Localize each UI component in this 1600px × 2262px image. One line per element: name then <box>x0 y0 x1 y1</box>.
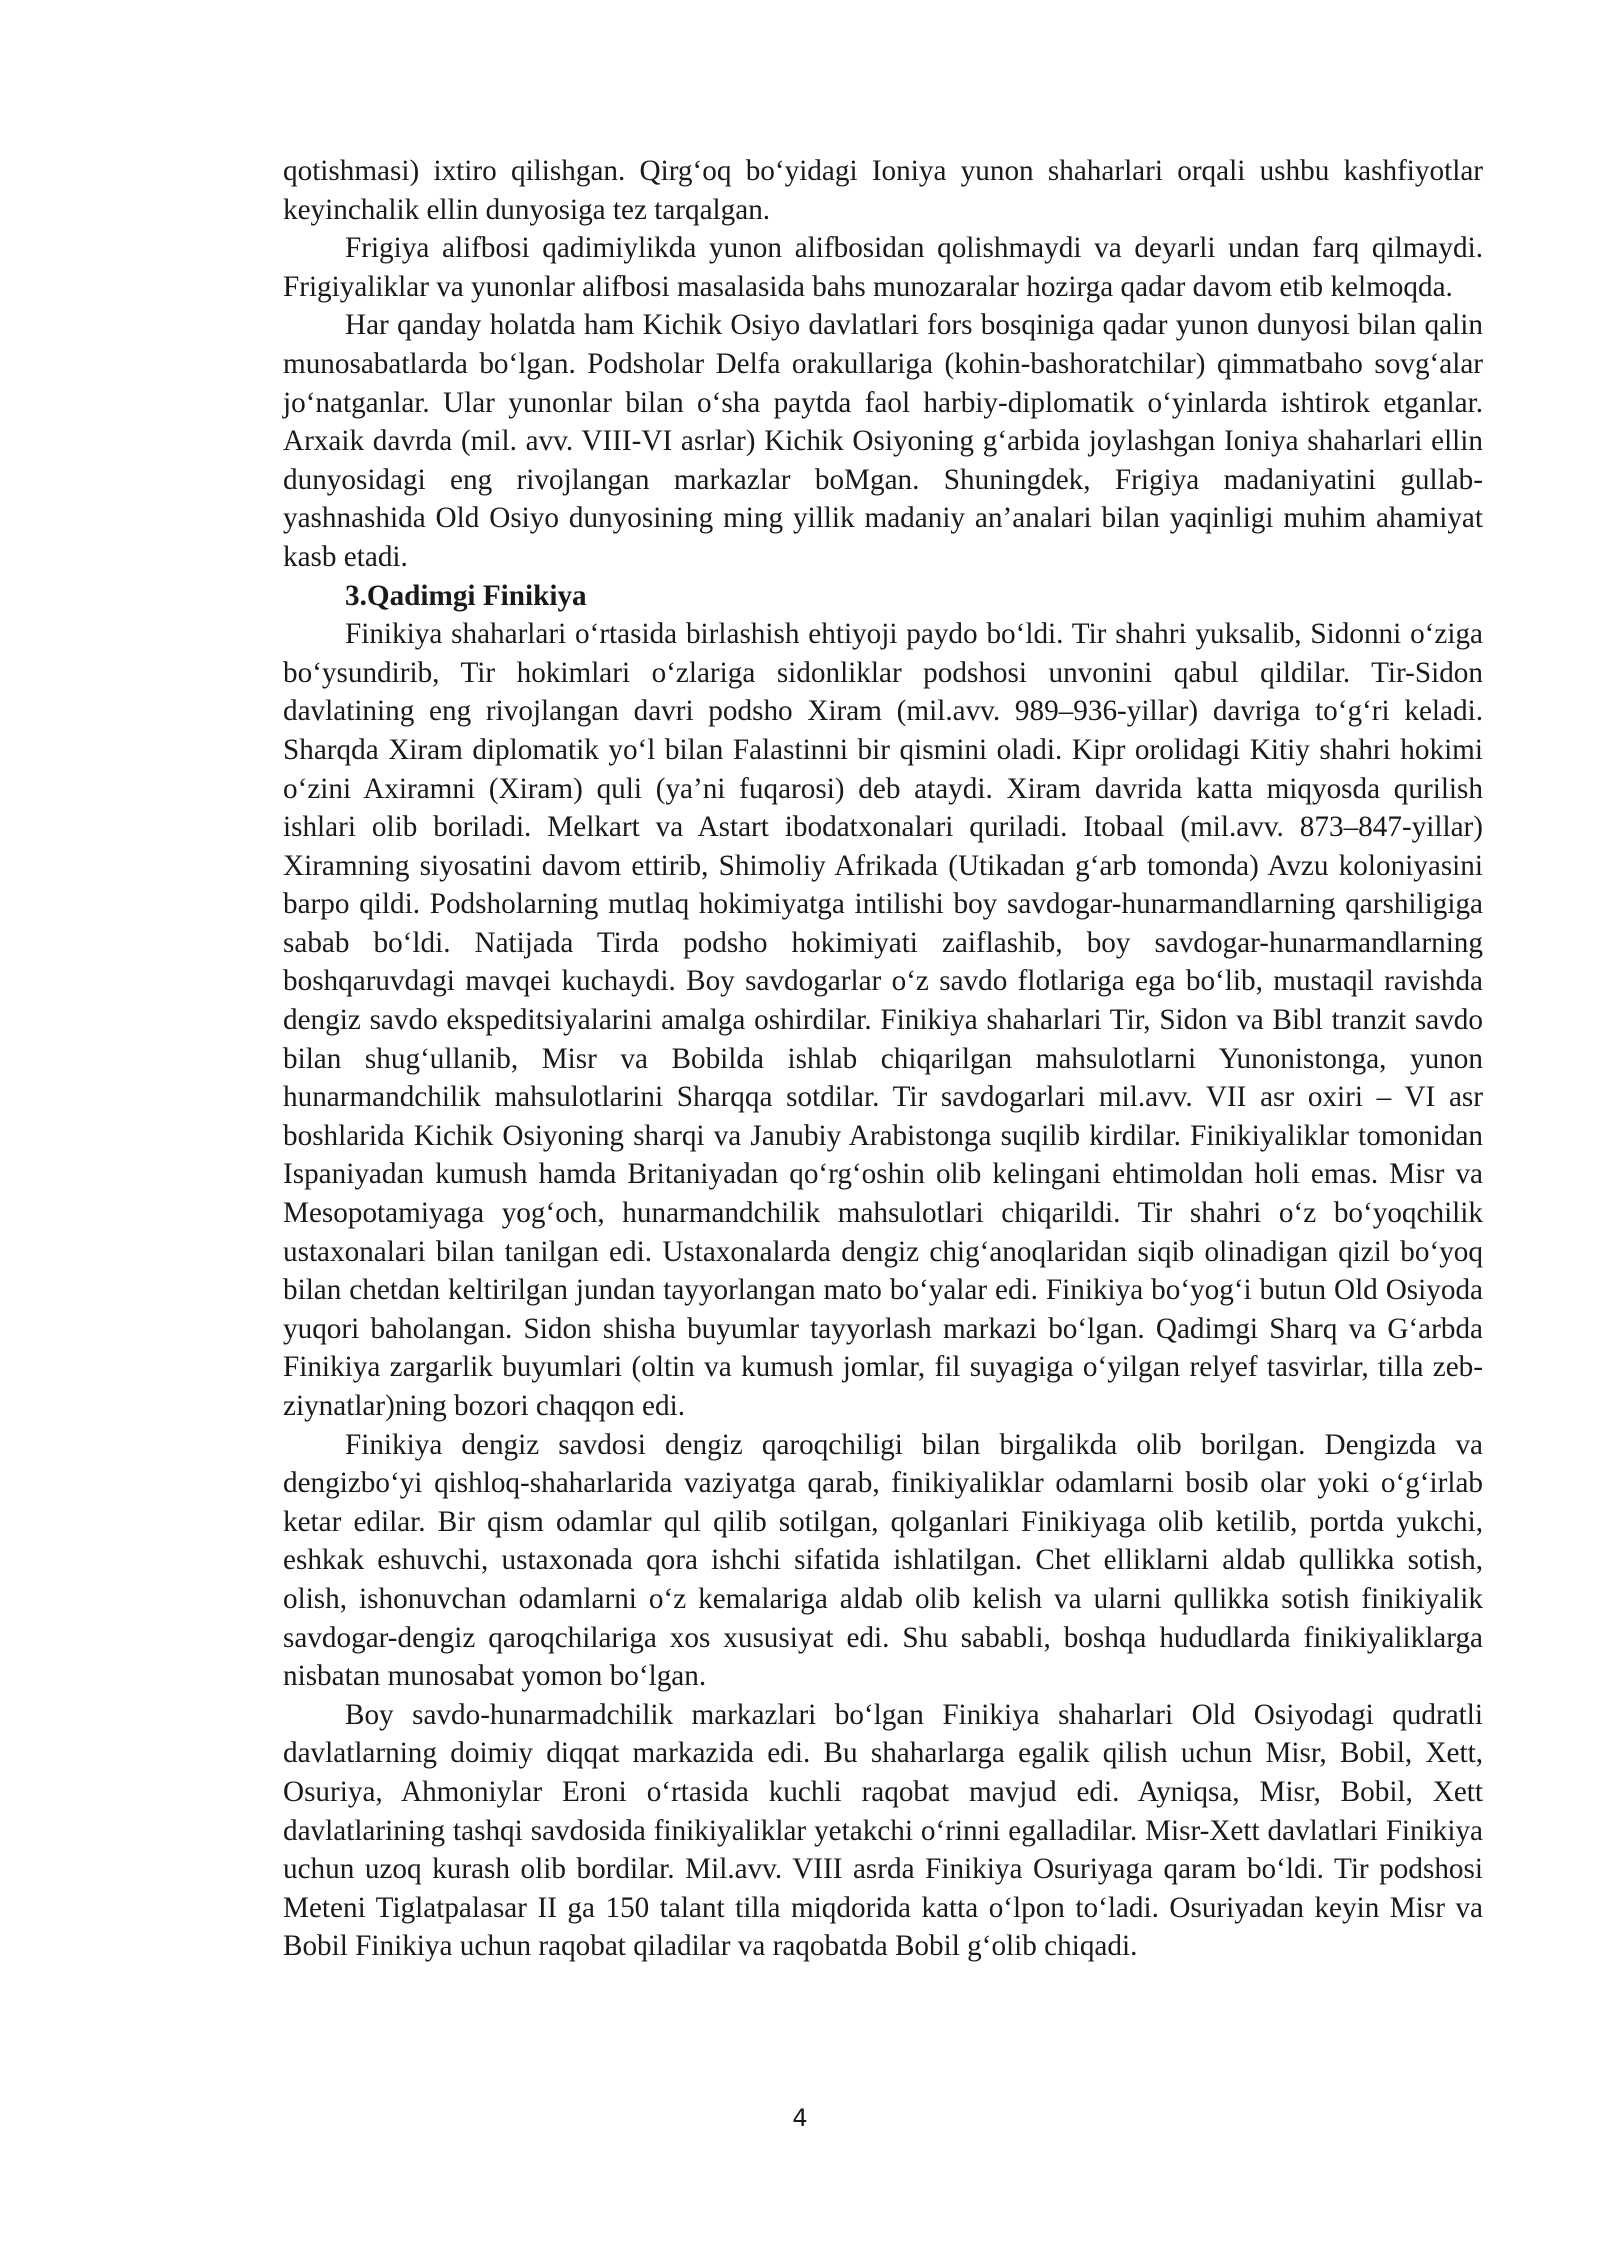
page-number: 4 <box>792 2104 808 2132</box>
paragraph-2: Frigiya alifbosi qadimiylikda yunon alifbosidan qolishmaydi va deyarli undan farq qilmaydi. Frigiyaliklar va yunonlar alifbosi masalasida bahs munozaralar hozirga qadar davom etib kelmoqda. <box>283 232 1483 303</box>
section-heading: 3.Qadimgi Finikiya <box>345 579 587 612</box>
paragraph-3: Har qanday holatda ham Kichik Osiyo davlatlari fors bosqiniga qadar yunon dunyosi bilan qalin munosabatlarda bo‘lgan. Podsholar Delfa orakullariga (kohin-bashoratchilar) qimmatbaho sovg‘alar jo‘natganlar. Ular yunonlar bilan o‘sha paytda faol harbiy-diplomatik o‘yinlarda ishtirok etganlar. Arxaik davrda (mil. avv. VIII-VI asrlar) Kichik Osiyoning g‘arbida joylashgan Ioniya shaharlari ellin dunyosidagi eng rivojlangan markazlar boMgan. Shuningdek, Frigiya madaniyatini gullab-yashnashida Old Osiyo dunyosining ming yillik madaniy an’analari bilan yaqinligi muhim ahamiyat kasb etadi. <box>283 309 1483 573</box>
paragraph-4: Finikiya shaharlari o‘rtasida birlashish ehtiyoji paydo bo‘ldi. Tir shahri yuksalib, Sidonni o‘ziga bo‘ysundirib, Tir hokimlari o‘zlariga sidonliklar podshosi unvonini qabul qildilar. Tir-Sidon davlatining eng rivojlangan davri podsho Xiram (mil.avv. 989–936-yillar) davriga to‘g‘ri keladi. Sharqda Xiram diplomatik yo‘l bilan Falastinni bir qismini oladi. Kipr orolidagi Kitiy shahri hokimi o‘zini Axiramni (Xiram) quli (ya’ni fuqarosi) deb ataydi. Xiram davrida katta miqyosda qurilish ishlari olib boriladi. Melkart va Astart ibodatxonalari quriladi. Itobaal (mil.avv. 873–847-yillar) Xiramning siyosatini davom ettirib, Shimoliy Afrikada (Utikadan g‘arb tomonda) Avzu koloniyasini barpo qildi. Podsholarning mutlaq hokimiyatga intilishi boy savdogar-hunarmandlarning qarshiligiga sabab bo‘ldi. Natijada Tirda podsho hokimiyati zaiflashib, boy savdogar-hunarmandlarning boshqaruvdagi mavqei kuchaydi. Boy savdogarlar o‘z savdo flotlariga ega bo‘lib, mustaqil ravishda dengiz savdo ekspeditsiyalarini amalga oshirdilar. Finikiya shaharlari Tir, Sidon va Bibl tranzit savdo bilan shug‘ullanib, Misr va Bobilda ishlab chiqarilgan mahsulotlarni Yunonistonga, yunon hunarmandchilik mahsulotlarini Sharqqa sotdilar. Tir savdogarlari mil.avv. VII asr oxiri – VI asr boshlarida Kichik Osiyoning sharqi va Janubiy Arabistonga suqilib kirdilar. Finikiyaliklar tomonidan Ispaniyadan kumush hamda Britaniyadan qo‘rg‘oshin olib kelingani ehtimoldan holi emas. Misr va Mesopotamiyaga yog‘och, hunarmandchilik mahsulotlari chiqarildi. Tir shahri o‘z bo‘yoqchilik ustaxonalari bilan tanilgan edi. Ustaxonalarda dengiz chig‘anoqlaridan siqib olinadigan qizil bo‘yoq bilan chetdan keltirilgan jundan tayyorlangan mato bo‘yalar edi. Finikiya bo‘yog‘i butun Old Osiyoda yuqori baholangan. Sidon shisha buyumlar tayyorlash markazi bo‘lgan. Qadimgi Sharq va G‘arbda Finikiya zargarlik buyumlari (oltin va kumush jomlar, fil suyagiga o‘yilgan relyef tasvirlar, tilla zeb-ziynatlar)ning bozori chaqqon edi. <box>283 618 1483 1422</box>
paragraph-6: Boy savdo-hunarmadchilik markazlari bo‘lgan Finikiya shaharlari Old Osiyodagi qudratli davlatlarning doimiy diqqat markazida edi. Bu shaharlarga egalik qilish uchun Misr, Bobil, Xett, Osuriya, Ahmoniylar Eroni o‘rtasida kuchli raqobat mavjud edi. Ayniqsa, Misr, Bobil, Xett davlatlarining tashqi savdosida finikiyaliklar yetakchi o‘rinni egalladilar. Misr-Xett davlatlari Finikiya uchun uzoq kurash olib bordilar. Mil.avv. VIII asrda Finikiya Osuriyaga qaram bo‘ldi. Tir podshosi Meteni Tiglatpalasar II ga 150 talant tilla miqdorida katta o‘lpon to‘ladi. Osuriyadan keyin Misr va Bobil Finikiya uchun raqobat qiladilar va raqobatda Bobil g‘olib chiqadi. <box>283 1698 1483 1963</box>
paragraph-1: qotishmasi) ixtiro qilishgan. Qirg‘oq bo‘yidagi Ioniya yunon shaharlari orqali ushbu kashfiyotlar keyinchalik ellin dunyosiga tez tarqalgan. <box>283 155 1483 226</box>
document-page <box>283 152 1483 1966</box>
paragraph-5: Finikiya dengiz savdosi dengiz qaroqchiligi bilan birgalikda olib borilgan. Dengizda va dengizbo‘yi qishloq-shaharlarida vaziyatga qarab, finikiyaliklar odamlarni bosib olar yoki o‘g‘irlab ketar edilar. Bir qism odamlar qul qilib sotilgan, qolganlari Finikiyaga olib ketilib, portda yukchi, eshkak eshuvchi, ustaxonada qora ishchi sifatida ishlatilgan. Chet elliklarni aldab qullikka sotish, olish, ishonuvchan odamlarni o‘z kemalariga aldab olib kelish va ularni qullikka sotish finikiyalik savdogar-dengiz qaroqchilariga xos xususiyat edi. Shu sababli, boshqa hududlarda finikiyaliklarga nisbatan munosabat yomon bo‘lgan. <box>283 1428 1483 1693</box>
